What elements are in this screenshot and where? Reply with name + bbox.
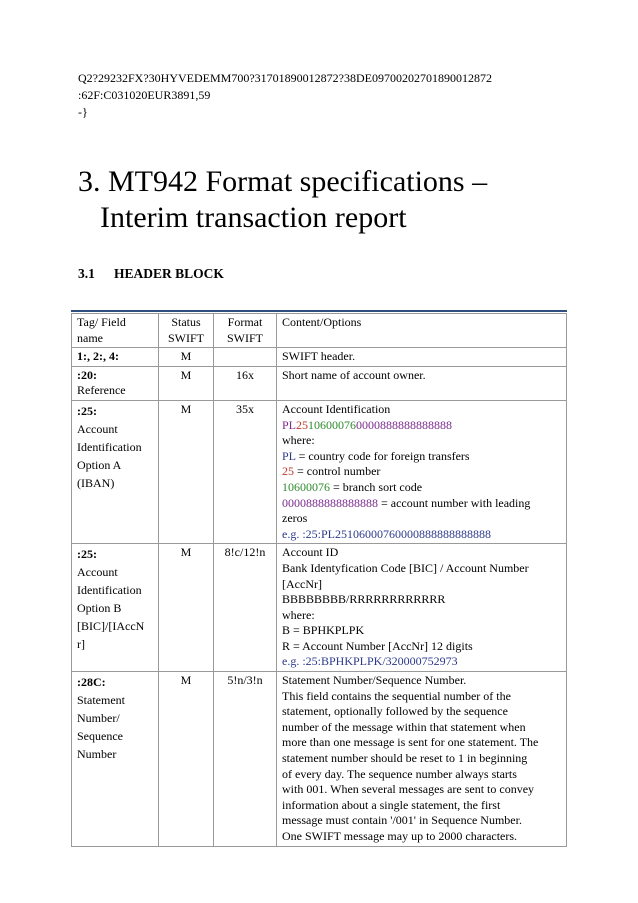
content-line: where: — [282, 607, 315, 622]
row-tag — [72, 672, 159, 847]
tag-name-line: Account — [77, 421, 118, 436]
table-row — [72, 366, 567, 400]
pl-desc: = country code for foreign transfers — [295, 448, 470, 463]
row-content: Short name of account owner. — [277, 366, 567, 400]
tag-code: :20: — [77, 367, 97, 382]
acc-desc: = account number with leading — [378, 495, 531, 510]
subsection-heading — [78, 266, 224, 282]
content-line: message must contain '/001' in Sequence Number. — [282, 813, 522, 828]
row-status: M — [159, 672, 214, 847]
content-line: statement, optionally followed by the sequence — [282, 704, 508, 719]
content-line: Account Identification — [282, 401, 391, 416]
content-line — [282, 449, 561, 465]
tag-code: :25: — [77, 547, 97, 562]
swift-line: -} — [78, 105, 88, 119]
tag-name-line: Identification — [77, 439, 142, 454]
row-tag — [72, 366, 159, 400]
br-label: 10600076 — [282, 479, 330, 494]
section-heading — [78, 164, 487, 236]
content-line: Account ID — [282, 545, 339, 560]
content-line: zeros — [282, 511, 308, 526]
table-row — [72, 544, 567, 672]
section-title-line-1: 3. MT942 Format specifications – — [78, 165, 488, 198]
row-tag: 1:, 2:, 4: — [72, 348, 159, 367]
tag-name-line: (IBAN) — [77, 475, 115, 490]
row-tag — [72, 400, 159, 543]
content-line: One SWIFT message may up to 2000 characters. — [282, 829, 518, 843]
table-row — [72, 348, 567, 367]
content-line: Bank Identyfication Code [BIC] / Account Number — [282, 560, 529, 575]
tag-name: Reference — [77, 383, 126, 398]
content-line: information about a single statement, the first — [282, 797, 501, 812]
row-status: M — [159, 400, 214, 543]
content-line: with 001. When several messages are sent to convey — [282, 782, 535, 797]
cn-desc: = control number — [294, 464, 381, 479]
subsection-number: 3.1 — [78, 266, 95, 281]
row-tag — [72, 544, 159, 672]
content-line: BBBBBBBB/RRRRRRRRRRRR — [282, 592, 446, 607]
tag-code: :25: — [77, 403, 97, 418]
example-line: e.g. :25:PL25106000760000888888888888 — [282, 526, 491, 541]
swift-line: Q2?29232FX?30HYVEDEMM700?31701890012872?38DE09700202701890012872 — [78, 71, 492, 85]
tag-name-line: Number/ — [77, 711, 120, 726]
tag-name-line: [BIC]/[IAccN — [77, 619, 145, 634]
header-status: Status SWIFT — [159, 314, 214, 348]
cn-label: 25 — [282, 464, 294, 479]
row-content: SWIFT header. — [277, 348, 567, 367]
row-content — [277, 672, 567, 847]
br-desc: = branch sort code — [330, 479, 423, 494]
subsection-title: HEADER BLOCK — [114, 266, 224, 281]
row-content — [277, 544, 567, 672]
row-content — [277, 400, 567, 543]
example-line: e.g. :25:BPHKPLPK/320000752973 — [282, 654, 458, 669]
table-row — [72, 400, 567, 543]
tag-name-line: Option A — [77, 457, 122, 472]
row-status: M — [159, 348, 214, 367]
row-format: 5!n/3!n — [214, 672, 277, 847]
swift-line: :62F:C031020EUR3891,59 — [78, 88, 211, 102]
tag-name-line: Option B — [77, 601, 122, 616]
content-line — [282, 480, 561, 496]
iban-branch: 10600076 — [308, 417, 357, 432]
header-tag: Tag/ Field name — [72, 314, 159, 348]
content-line: R = Account Number [AccNr] 12 digits — [282, 638, 473, 653]
section-title-line-2: Interim transaction report — [100, 201, 407, 234]
content-line: B = BPHKPLPK — [282, 623, 365, 638]
content-line — [282, 496, 561, 512]
content-line — [282, 464, 561, 480]
preceding-swift-lines — [78, 70, 492, 121]
content-line: statement number should be reset to 1 in beginning — [282, 751, 528, 766]
tag-name-line: Statement — [77, 693, 125, 708]
content-line: [AccNr] — [282, 576, 322, 591]
iban-account: 0000888888888888 — [356, 417, 453, 432]
content-line: more than one message is sent for one statement. The — [282, 735, 539, 750]
row-status: M — [159, 544, 214, 672]
tag-name-line: Sequence — [77, 729, 123, 744]
header-format: Format SWIFT — [214, 314, 277, 348]
header-content: Content/Options — [277, 314, 567, 348]
tag-name-line: r] — [77, 637, 85, 652]
pl-label: PL — [282, 448, 296, 463]
content-line: Statement Number/Sequence Number. — [282, 673, 467, 688]
content-line: where: — [282, 433, 315, 448]
table-header-row — [72, 314, 567, 348]
row-format — [214, 348, 277, 367]
iban-control: 25 — [296, 417, 309, 432]
tag-name-line: Identification — [77, 583, 142, 598]
content-line: This field contains the sequential number of the — [282, 688, 511, 703]
content-line: of every day. The sequence number always starts — [282, 766, 517, 781]
iban-country: PL — [282, 417, 297, 432]
header-block-table — [71, 313, 567, 847]
tag-name-line: Number — [77, 747, 117, 762]
row-status: M — [159, 366, 214, 400]
table-top-rule — [71, 310, 567, 312]
table-row — [72, 672, 567, 847]
tag-code: :28C: — [77, 675, 106, 690]
iban-line — [282, 418, 561, 434]
row-format: 16x — [214, 366, 277, 400]
acc-label: 0000888888888888 — [282, 495, 378, 510]
tag-name-line: Account — [77, 565, 118, 580]
row-format: 35x — [214, 400, 277, 543]
content-line: number of the message within that statement when — [282, 719, 526, 734]
row-format: 8!c/12!n — [214, 544, 277, 672]
